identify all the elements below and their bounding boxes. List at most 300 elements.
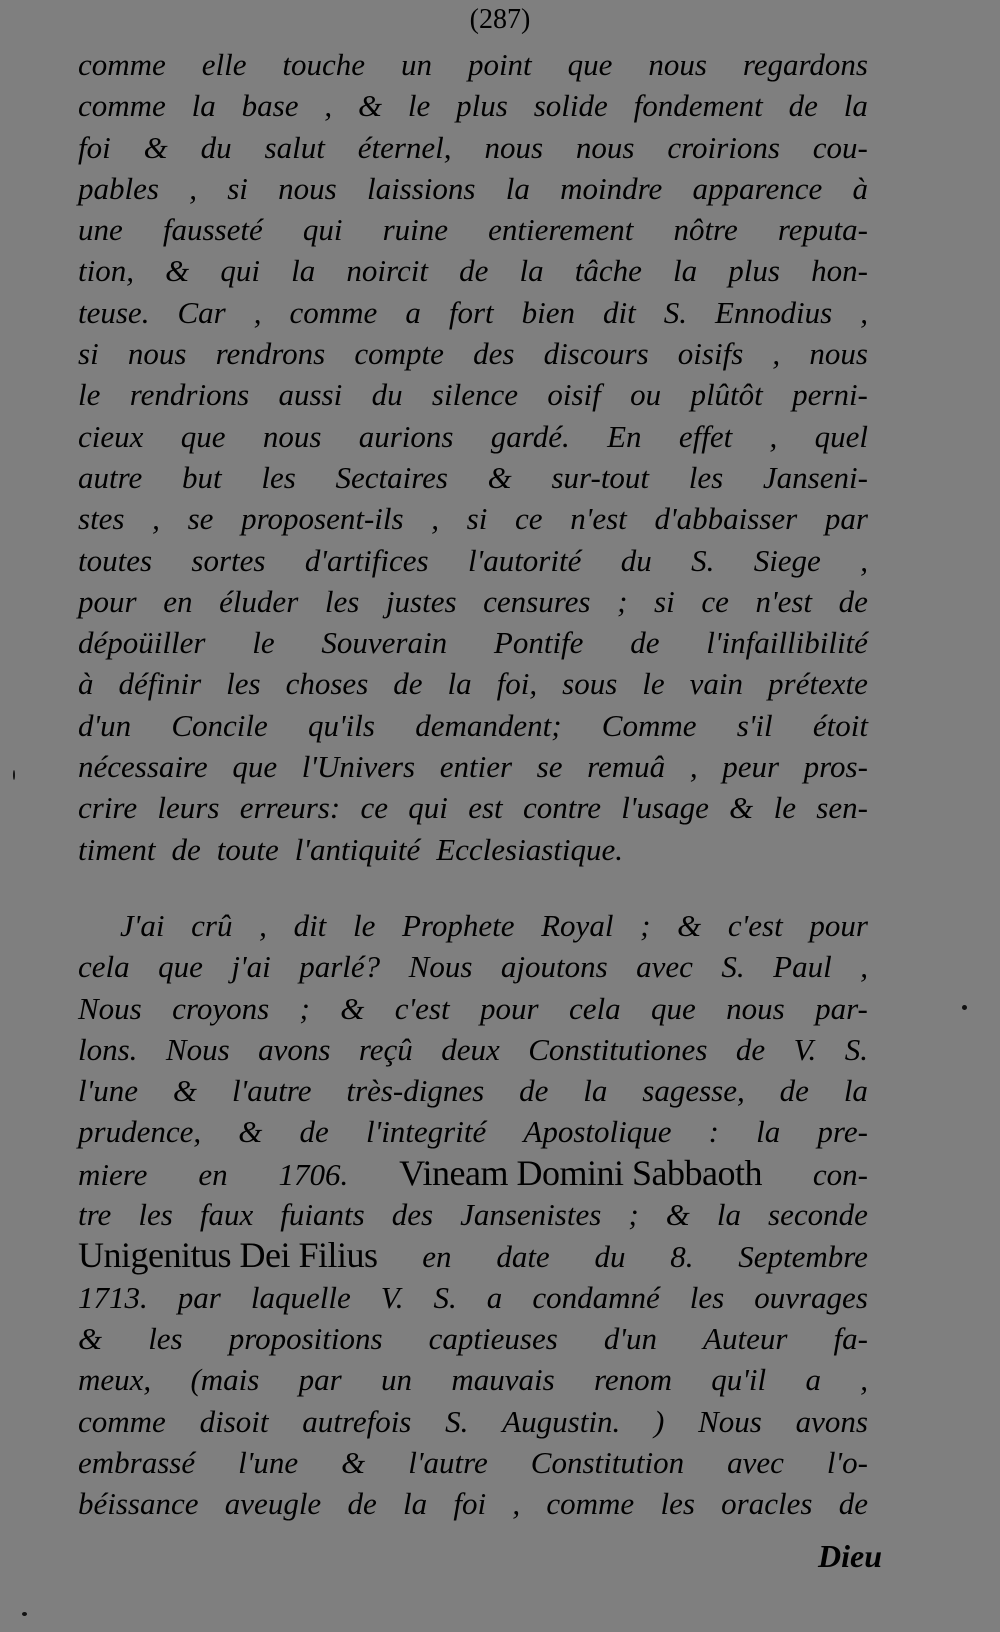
word: regardons [742,47,868,82]
word: ; [617,583,628,619]
paragraph-2 [78,905,868,1524]
word: que [567,47,613,82]
word: si [654,583,675,619]
word: d'un [603,1320,657,1356]
word: reçû [358,1031,413,1067]
word: ajoutons [500,949,608,985]
word: miere [78,1156,148,1192]
word: Constitution [530,1444,685,1480]
word: nous [809,336,868,372]
word: renom [593,1362,672,1398]
word: seconde [768,1197,868,1233]
word: éluder [219,583,299,619]
word: , [152,501,160,537]
word: par [824,501,868,537]
word: de [347,1486,377,1522]
word: , [259,908,267,943]
text-line [78,85,868,126]
word: S. [433,1279,457,1315]
word: avec [636,949,693,985]
text-line [78,457,868,498]
word: Pontife [493,625,584,661]
margin-speck [962,1005,967,1010]
word: Paul [773,949,832,985]
word: Sectaires [335,459,448,495]
word: Concile [171,707,268,743]
word: prétexte [768,666,868,702]
word: a [486,1279,503,1315]
word: du [620,542,652,578]
word: Souverain [321,625,448,661]
word: En [607,418,642,454]
word: quel [814,418,868,454]
text-line [78,988,868,1029]
word: solide [533,88,608,124]
word: , [860,1362,868,1398]
word: Augustin. [502,1403,621,1439]
word: le [642,666,665,702]
word: prudence, [78,1114,202,1150]
word: le [252,625,275,661]
word: Unigenitus Dei Filius [78,1235,378,1276]
word: plus [728,253,780,289]
word: l'antiquité [294,831,421,867]
word: ; [640,908,651,943]
word: c'est [394,990,450,1026]
word: pros- [803,749,868,785]
text-line [78,946,868,987]
text-line [78,1277,868,1318]
word: & [78,1320,103,1356]
word: , [772,336,781,372]
word: cieux [78,418,144,454]
word: comme [78,1403,166,1439]
word: , [512,1486,521,1522]
word: : [708,1114,719,1150]
word: J'ai [120,908,165,943]
word: la [583,1073,608,1109]
word: V. [793,1031,817,1067]
word: crire [78,790,138,826]
word: & [165,253,190,289]
word: des [473,336,515,372]
word: sagesse, [642,1073,745,1109]
word: S. [445,1403,469,1439]
text-line [78,540,868,581]
word: noircit [346,253,428,289]
word: le [78,377,101,413]
text-line [78,209,868,250]
word: silence [431,377,518,413]
word: en [198,1156,228,1192]
word: est [468,790,503,826]
text-line [78,1111,868,1152]
word: sous [562,666,618,702]
word: croirions [667,129,780,165]
word: S. [721,949,745,985]
word: & [172,1073,198,1109]
word: n'est [570,501,627,537]
word: nous [278,170,337,206]
word: l'une [78,1073,139,1109]
word: mauvais [451,1362,555,1398]
word: de [735,1031,766,1067]
word: un [401,47,432,82]
word: comme [78,88,166,124]
word: nous [484,129,544,165]
word: Vineam Domini Sabbaoth [399,1152,762,1193]
word: étoit [812,707,868,743]
word: oracles [721,1486,813,1522]
word: Janseni- [762,459,868,495]
text-line [78,1442,868,1483]
word: & [340,990,365,1026]
word: & [729,790,754,826]
word: par- [815,990,868,1026]
word: ouvrages [754,1279,868,1315]
margin-speck [13,770,15,780]
text-line [78,1401,868,1442]
word: l'usage [621,790,709,826]
word: V. [380,1279,404,1315]
word: d'abbaisser [654,501,798,537]
text-line [78,829,868,870]
word: entier [439,749,513,785]
text-line [78,1359,868,1400]
word: , [324,88,333,124]
word: qu'ils [308,707,375,743]
word: en [163,583,193,619]
word: salut [264,129,325,165]
word: l'autre [408,1444,488,1480]
word: éternel, [357,129,452,165]
word: justes [385,583,457,619]
word: du [594,1239,626,1275]
word: nécessaire [78,749,208,785]
word: meux, [78,1362,152,1398]
word: & [487,459,512,495]
word: l'autorité [467,542,582,578]
text-line [78,1153,868,1194]
word: comme [546,1486,635,1522]
word: par [177,1279,221,1315]
word: plûtôt [690,377,763,413]
word: le [407,88,431,124]
word: la [843,88,868,124]
word: timent [78,831,156,867]
word: Nous [408,949,473,985]
word: cela [568,990,621,1026]
word: base [241,88,299,124]
word: Apostolique [523,1114,672,1150]
word: si [227,170,248,206]
word: de [788,88,818,124]
word: nous [726,990,785,1026]
word: les [688,459,724,495]
word: c'est [727,908,783,943]
word: la [402,1486,428,1522]
word: de [519,1073,549,1109]
word: les [138,1197,173,1233]
word: les [226,666,261,702]
word: elle [201,47,247,82]
word: du [371,377,403,413]
word: d'un [78,707,132,743]
word: & [677,908,702,943]
word: ; [299,990,310,1026]
word: de [779,1073,809,1109]
word: Auteur [703,1320,788,1356]
text-line [78,1483,868,1524]
word: de [838,1486,868,1522]
word: fa- [833,1320,868,1356]
word: s'il [736,707,773,743]
word: cela [78,949,130,985]
word: sen- [816,790,868,826]
word: date [496,1239,550,1275]
word: 1706. [278,1156,349,1192]
word: les [324,583,360,619]
word: définir [118,666,202,702]
word: l'Univers [301,749,416,785]
word: ce [360,790,388,826]
word: de [630,625,660,661]
catchword: Dieu [818,1538,882,1574]
text-line [78,1318,868,1359]
word: pour [809,908,868,943]
word: ) [654,1403,665,1439]
word: a [405,294,421,330]
text-line [78,905,868,946]
word: la [756,1114,781,1150]
word: du [200,129,232,165]
word: en [422,1239,452,1275]
word: comme [289,294,378,330]
word: pre- [817,1114,868,1150]
word: comme [78,47,166,82]
word: hon- [811,253,868,289]
word: Ecclesiastique. [436,831,624,867]
word: un [381,1362,413,1398]
word: les [148,1320,183,1356]
word: laissions [366,170,476,206]
word: dépoüiller [78,625,206,661]
word: l'o- [826,1444,868,1480]
text-line [78,416,868,457]
word: tâche [574,253,642,289]
text-line [78,622,868,663]
word: dit [603,294,636,330]
word: entierement [488,212,634,248]
paragraph-1 [78,44,868,870]
word: de [171,831,201,867]
word: croyons [172,990,270,1026]
word: fondement [633,88,763,124]
word: crû [191,908,233,943]
word: S. [691,542,715,578]
word: apparence [692,170,823,206]
word: les [689,1279,725,1315]
word: plus [456,88,508,124]
text-line [78,498,868,539]
word: , [860,294,868,330]
text-line [78,250,868,291]
word: , [689,749,698,785]
text-line [78,787,868,828]
word: Ennodius [715,294,833,330]
word: erreurs: [239,790,341,826]
word: choses [285,666,369,702]
word: , [769,418,778,454]
word: n'est [755,583,813,619]
word: discours [543,336,649,372]
word: rendrions [129,377,250,413]
word: Nous [698,1403,762,1439]
word: la [505,170,530,206]
word: stes [78,501,125,537]
word: foi, [496,666,538,702]
word: cou- [812,129,868,165]
word: dit [293,908,327,943]
word: l'une [238,1444,299,1480]
word: vain [689,666,744,702]
text-line [78,168,868,209]
word: la [716,1197,741,1233]
word: but [182,459,222,495]
word: & [341,1444,366,1480]
word: fort [448,294,494,330]
word: l'autre [231,1073,312,1109]
word: con- [812,1156,868,1192]
word: que [158,949,203,985]
word: le [773,790,796,826]
word: pour [479,990,539,1026]
word: demandent; [415,707,562,743]
word: de [459,253,489,289]
word: tion, [78,253,134,289]
word: nôtre [673,212,738,248]
word: laquelle [250,1279,351,1315]
word: fausseté [162,212,263,248]
word: point [467,47,532,82]
text-line [78,333,868,374]
word: perni- [792,377,868,413]
word: embrassé [78,1444,196,1480]
word: si [78,336,99,372]
word: condamné [532,1279,660,1315]
word: à [78,666,94,702]
word: Prophete [401,908,515,943]
word: la [673,253,698,289]
word: parlé? [299,949,381,985]
word: faux [199,1197,254,1233]
word: l'infaillibilité [706,625,868,661]
word: nous [575,129,635,165]
text-line [78,581,868,622]
word: , [189,170,197,206]
word: la [519,253,544,289]
word: nous [127,336,187,372]
word: peur [722,749,780,785]
word: rendrons [215,336,326,372]
word: remuâ [587,749,666,785]
word: qu'il [711,1362,767,1398]
word: & [357,88,383,124]
word: ruine [382,212,449,248]
word: toutes [78,542,153,578]
word: ; [628,1197,639,1233]
word: leurs [157,790,220,826]
word: autre [78,459,143,495]
word: effet [678,418,733,454]
word: des [391,1197,434,1233]
text-line [78,1029,868,1070]
word: compte [354,336,444,372]
word: & [143,129,168,165]
word: gardé. [490,418,570,454]
text-line [78,1194,868,1235]
word: d'artifices [304,542,429,578]
word: nous [648,47,707,82]
word: de [299,1114,329,1150]
word: 8. [670,1239,694,1275]
word: , [431,501,439,537]
word: j'ai [231,949,271,985]
word: par [298,1362,342,1398]
word: contre [522,790,601,826]
word: 1713. [78,1279,148,1315]
word: aveugle [224,1486,322,1522]
word: moindre [560,170,663,206]
word: sur-tout [551,459,650,495]
word: que [232,749,278,785]
word: qui [408,790,448,826]
word: & [665,1197,690,1233]
text-line [78,127,868,168]
word: aurions [358,418,454,454]
word: très-dignes [346,1073,485,1109]
word: proposent-ils [241,501,404,537]
word: Nous [78,990,142,1026]
text-line [78,705,868,746]
word: avons [258,1031,331,1067]
word: a [805,1362,821,1398]
word: fuiants [280,1197,365,1233]
word: Comme [601,707,697,743]
word: sortes [191,542,266,578]
word: la [291,253,316,289]
word: Jansenistes [460,1197,602,1233]
word: oisif [547,377,601,413]
word: qui [302,212,343,248]
word: que [180,418,226,454]
word: se [536,749,563,785]
word: propositions [228,1320,383,1356]
word: reputa- [777,212,868,248]
word: pour [78,583,137,619]
word: teuse. [78,294,150,330]
text-line [78,292,868,333]
word: avec [727,1444,784,1480]
word: deux [441,1031,500,1067]
word: captieuses [428,1320,558,1356]
word: ce [515,501,543,537]
margin-speck [22,1612,27,1616]
text-line [78,746,868,787]
word: ou [630,377,662,413]
word: disoit [199,1403,269,1439]
word: S. [663,294,688,330]
